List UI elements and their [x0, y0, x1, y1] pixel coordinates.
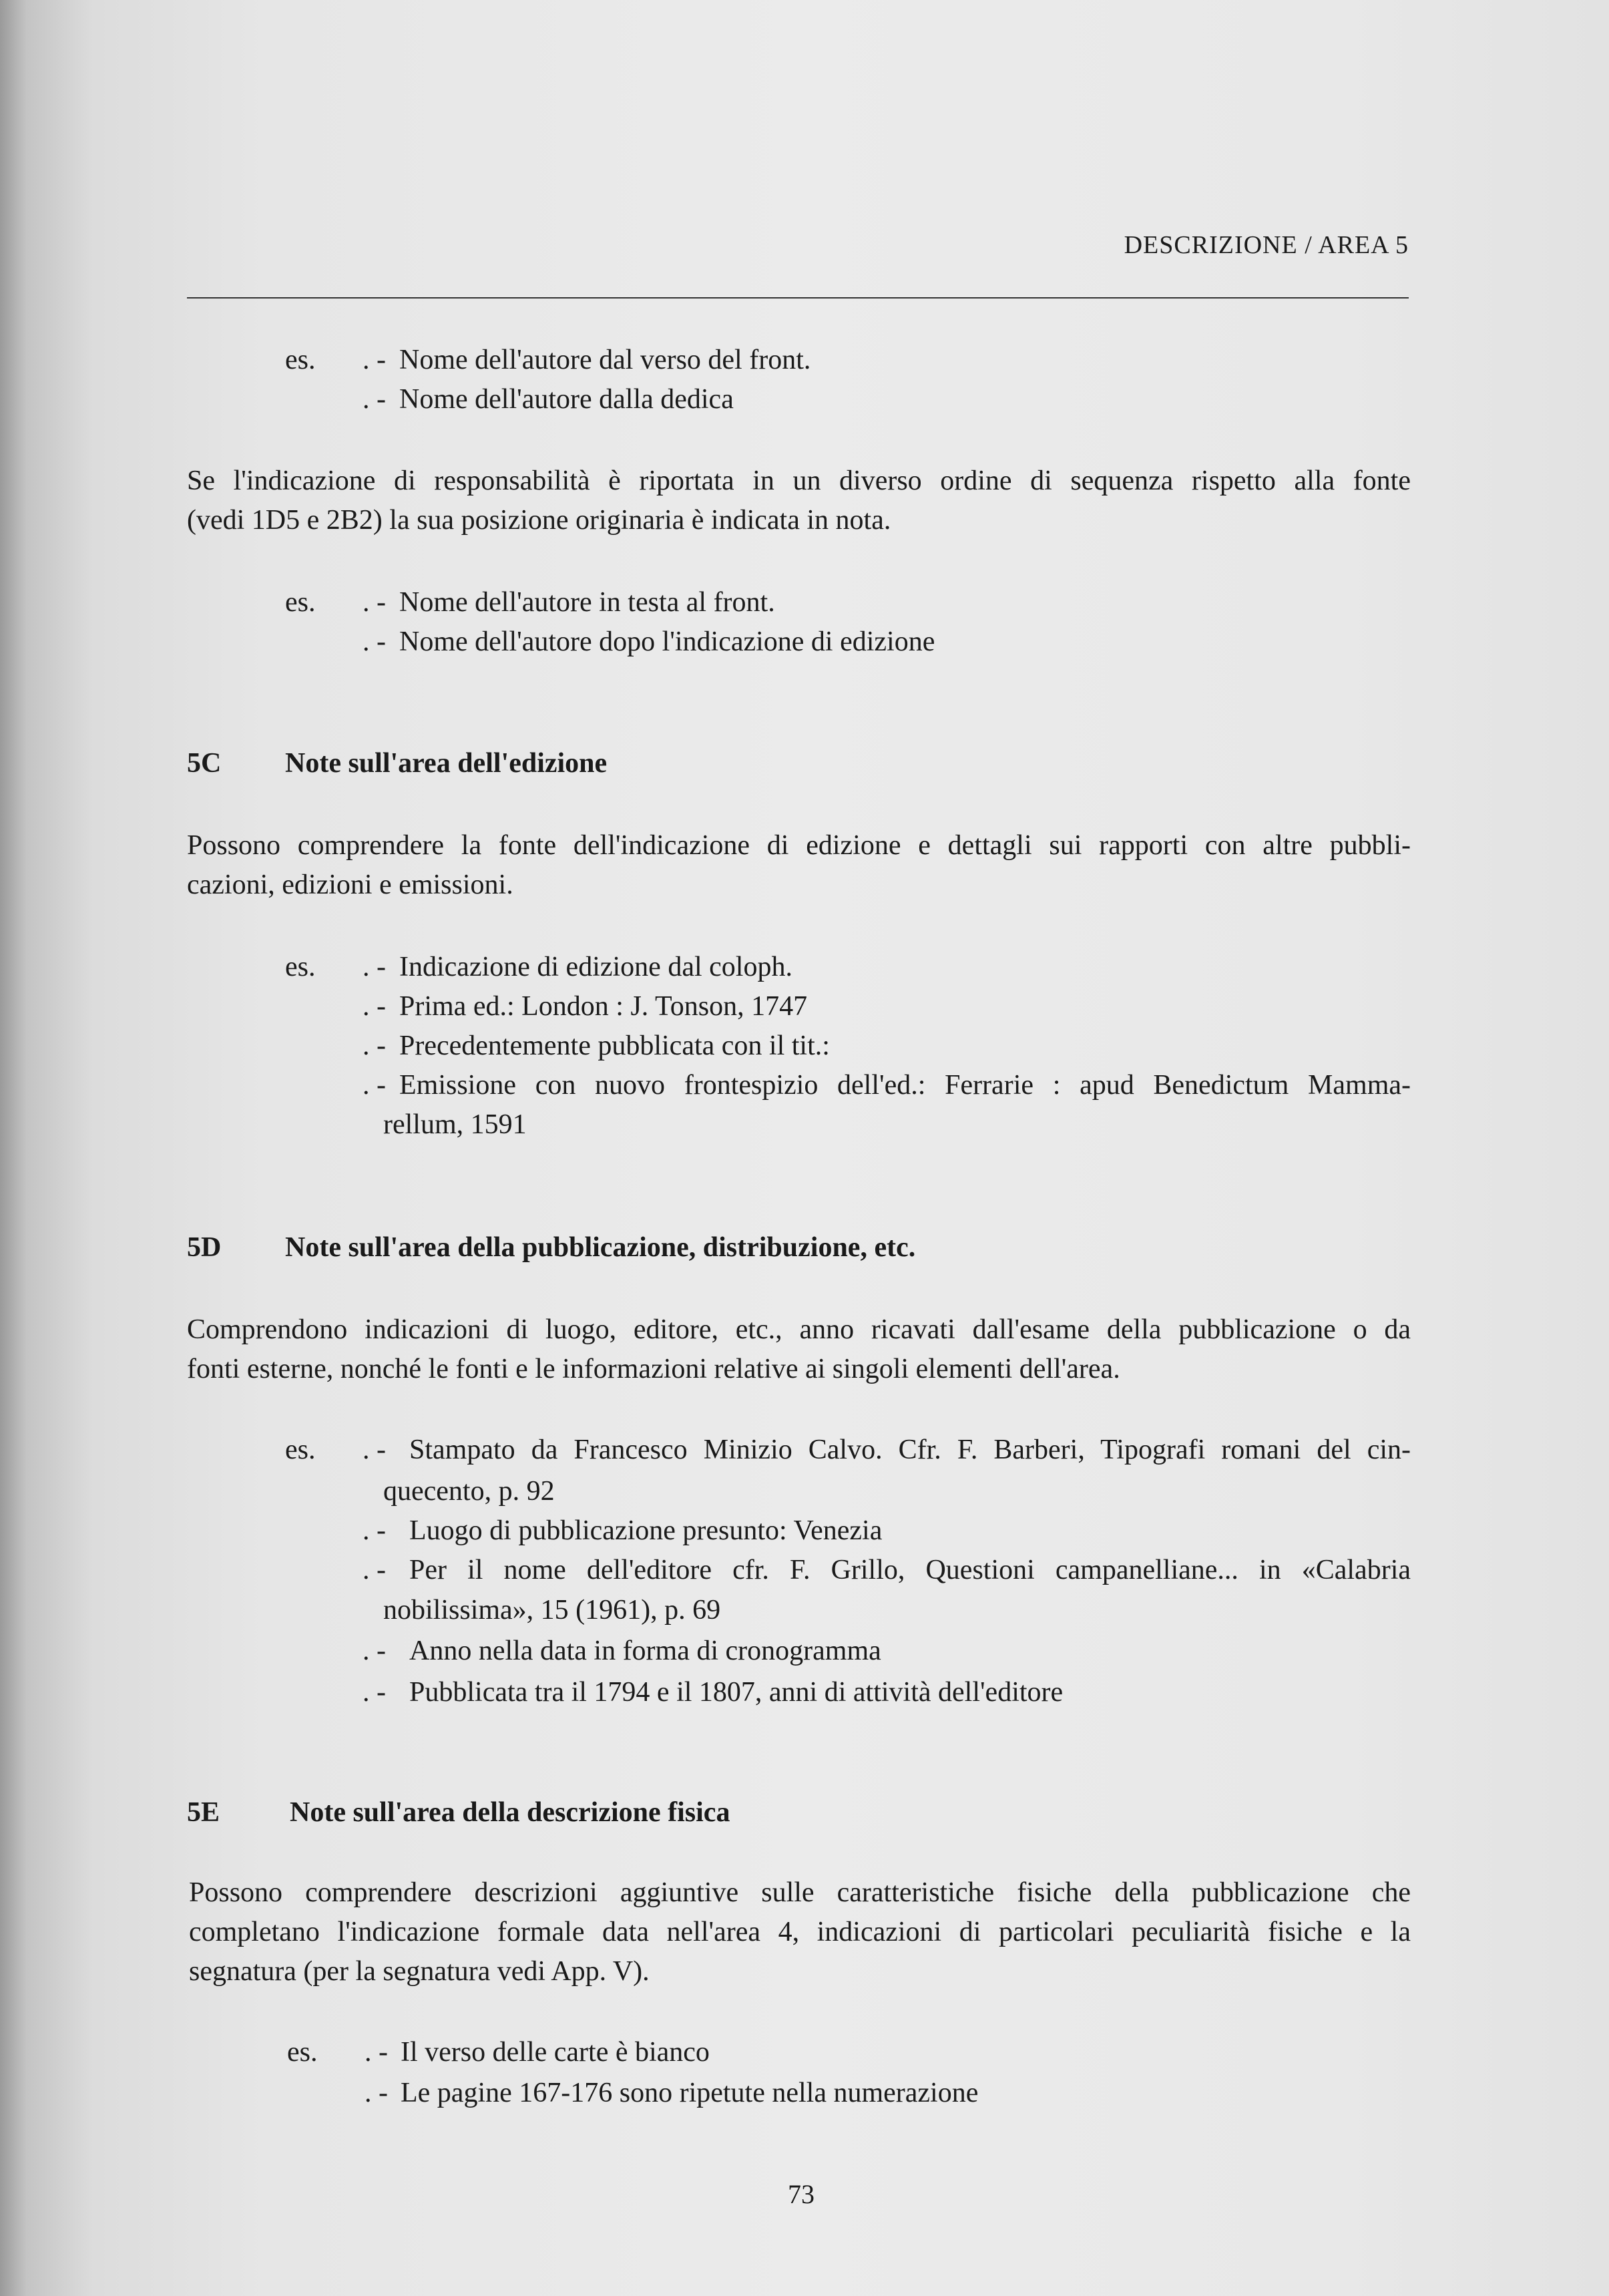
example-item: Indicazione di edizione dal coloph. [399, 952, 792, 982]
example-dash: . - [363, 1636, 386, 1666]
example-dash: . - [363, 1070, 386, 1101]
section-title: Note sull'area della pubblicazione, distribuzione, etc. [285, 1232, 916, 1263]
paragraph-line: Possono comprendere la fonte dell'indicazione di edizione e dettagli sui rapporti con altre pubbli- [187, 830, 1411, 861]
paragraph-line: cazioni, edizioni e emissioni. [187, 870, 513, 900]
example-dash: . - [363, 1434, 386, 1465]
example-item: Precedentemente pubblicata con il tit.: [399, 1030, 830, 1061]
example-dash: . - [365, 2078, 388, 2108]
example-item: Stampato da Francesco Minizio Calvo. Cfr. F. Barberi, Tipografi romani del cin- [409, 1434, 1411, 1465]
paragraph-line: Possono comprendere descrizioni aggiuntive sulle caratteristiche fisiche della pubblicazione che [189, 1877, 1411, 1908]
example-dash: . - [363, 345, 386, 375]
example-item-continuation: quecento, p. 92 [383, 1476, 555, 1507]
example-item: Anno nella data in forma di cronogramma [409, 1636, 881, 1666]
example-label: es. [287, 2037, 318, 2068]
section-number: 5E [187, 1797, 220, 1828]
example-item: Luogo di pubblicazione presunto: Venezia [409, 1515, 883, 1546]
running-header: DESCRIZIONE / AREA 5 [1124, 231, 1409, 259]
example-dash: . - [363, 1677, 386, 1708]
section-title: Note sull'area della descrizione fisica [290, 1797, 730, 1828]
example-dash: . - [363, 626, 386, 657]
example-item: Per il nome dell'editore cfr. F. Grillo, Questioni campanelliane... in «Calabria [409, 1555, 1411, 1585]
paragraph-line: Se l'indicazione di responsabilità è riportata in un diverso ordine di sequenza rispetto alla fonte [187, 465, 1411, 496]
example-item: Le pagine 167-176 sono ripetute nella numerazione [401, 2078, 979, 2108]
example-item: Emissione con nuovo frontespizio dell'ed.: Ferrarie : apud Benedictum Mamma- [399, 1070, 1411, 1101]
paragraph-line: segnatura (per la segnatura vedi App. V). [189, 1956, 650, 1987]
example-dash: . - [365, 2037, 388, 2068]
example-item-continuation: rellum, 1591 [383, 1109, 527, 1140]
section-number: 5D [187, 1232, 222, 1263]
page-number: 73 [788, 2179, 815, 2209]
paragraph-line: fonti esterne, nonché le fonti e le informazioni relative ai singoli elementi dell'area. [187, 1354, 1120, 1384]
example-dash: . - [363, 991, 386, 1022]
example-item-continuation: nobilissima», 15 (1961), p. 69 [383, 1595, 721, 1625]
example-dash: . - [363, 952, 386, 982]
example-item: Nome dell'autore dalla dedica [399, 384, 734, 415]
example-label: es. [285, 952, 316, 982]
paragraph-line: Comprendono indicazioni di luogo, editore, etc., anno ricavati dall'esame della pubblicazione o da [187, 1314, 1411, 1345]
example-item: Nome dell'autore dal verso del front. [399, 345, 811, 375]
section-title: Note sull'area dell'edizione [285, 748, 608, 779]
example-dash: . - [363, 1030, 386, 1061]
example-item: Nome dell'autore dopo l'indicazione di edizione [399, 626, 935, 657]
example-item: Prima ed.: London : J. Tonson, 1747 [399, 991, 808, 1022]
example-label: es. [285, 1434, 316, 1465]
paragraph-line: completano l'indicazione formale data nell'area 4, indicazioni di particolari peculiarità fisiche e la [189, 1917, 1411, 1947]
section-number: 5C [187, 748, 222, 779]
header-rule [187, 297, 1409, 299]
example-dash: . - [363, 1555, 386, 1585]
example-dash: . - [363, 384, 386, 415]
example-item: Nome dell'autore in testa al front. [399, 587, 775, 618]
paragraph-line: (vedi 1D5 e 2B2) la sua posizione originaria è indicata in nota. [187, 505, 891, 536]
example-dash: . - [363, 587, 386, 618]
example-label: es. [285, 345, 316, 375]
example-dash: . - [363, 1515, 386, 1546]
example-item: Pubblicata tra il 1794 e il 1807, anni di attività dell'editore [409, 1677, 1064, 1708]
example-label: es. [285, 587, 316, 618]
example-item: Il verso delle carte è bianco [401, 2037, 710, 2068]
